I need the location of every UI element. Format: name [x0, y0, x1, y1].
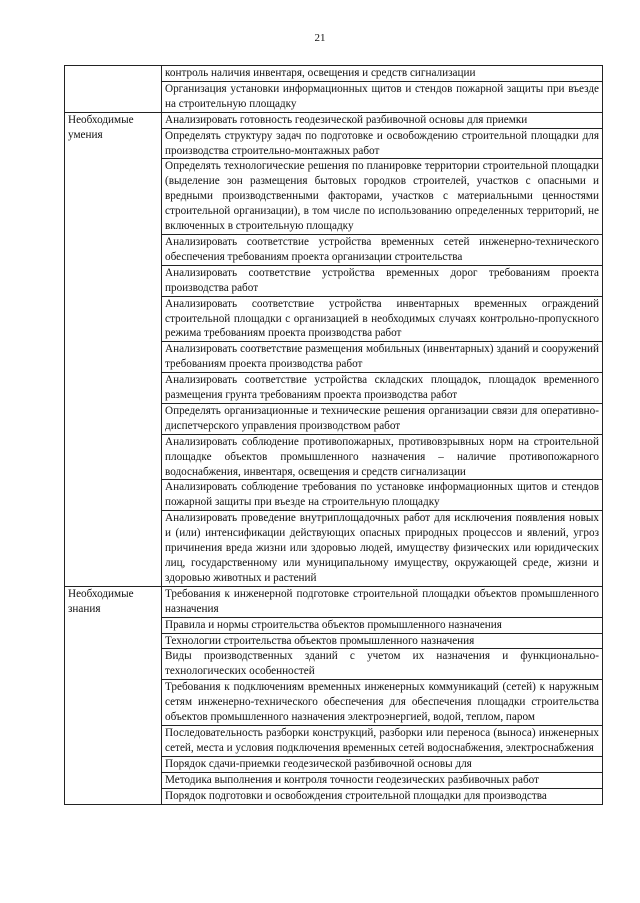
section-item: Анализировать соответствие устройства временных сетей инженерно-технического обеспечения требованиям проекта организации строительства	[162, 234, 603, 265]
section-item: Определять технологические решения по планировке территории строительной площадки (выделение зон размещения бытовых городков строителей, участков с опасными и вредными производственными факторами, участков с материальными ценностями строительной организации), в том числе по использованию определенных территорий, не включенных в строительную площадку	[162, 159, 603, 235]
section-item: Порядок сдачи-приемки геодезической разбивочной основы для	[162, 756, 603, 772]
section-item: Требования к подключениям временных инженерных коммуникаций (сетей) к наружным сетям инженерно-технического обеспечения для обеспечения площадки строительства объектов промышленного назначения электроэнергией, водой, теплом, паром	[162, 680, 603, 726]
section-item: Организация установки информационных щитов и стендов пожарной защиты при въезде на строительную площадку	[162, 81, 603, 112]
competency-table-body	[65, 66, 603, 805]
section-item: Методика выполнения и контроля точности геодезических разбивочных работ	[162, 772, 603, 788]
section-item: Анализировать соответствие устройства инвентарных временных ограждений строительной площадки с организацией в необходимых случаях контрольно-пропускного режима требованиям проекта производства работ	[162, 296, 603, 342]
section-item: Виды производственных зданий с учетом их назначения и функционально-технологических особенностей	[162, 649, 603, 680]
section-item: Определять структуру задач по подготовке и освобождению строительной площадки для производства строительно-монтажных работ	[162, 128, 603, 159]
section-label: Необходимые знания	[65, 586, 162, 804]
section-item: Анализировать соответствие устройства складских площадок, площадок временного размещения грунта требованиям проекта производства работ	[162, 373, 603, 404]
competency-table	[64, 65, 603, 805]
section-item: Анализировать готовность геодезической разбивочной основы для приемки	[162, 112, 603, 128]
section-item: Анализировать соблюдение противопожарных, противовзрывных норм на строительной площадке объектов промышленного назначения – наличие противопожарного водоснабжения, инвентаря, освещения и средств сигнализации	[162, 434, 603, 480]
section-label: Необходимые умения	[65, 112, 162, 586]
page-number: 21	[314, 32, 326, 44]
section-item: Определять организационные и технические решения организации связи для оперативно-диспетчерского управления производством работ	[162, 403, 603, 434]
section-label	[65, 66, 162, 113]
section-item: Анализировать проведение внутриплощадочных работ для исключения появления новых и (или) интенсификации действующих опасных природных процессов и явлений, угроз причинения вреда жизни или здоровью людей, имуществу физических или юридических лиц, государственному или муниципальному имуществу, окружающей среде, жизни и здоровью животных и растений	[162, 511, 603, 587]
table-row	[65, 66, 603, 82]
section-item: Последовательность разборки конструкций, разборки или переноса (выноса) инженерных сетей, места и условия подключения временных сетей водоснабжения, электроснабжения	[162, 725, 603, 756]
section-item: Порядок подготовки и освобождения строительной площадки для производства	[162, 788, 603, 804]
section-item: Технологии строительства объектов промышленного назначения	[162, 633, 603, 649]
section-item: Анализировать соответствие размещения мобильных (инвентарных) зданий и сооружений требованиям проекта производства работ	[162, 342, 603, 373]
section-item: Требования к инженерной подготовке строительной площадки объектов промышленного назначения	[162, 586, 603, 617]
table-row	[65, 586, 603, 617]
section-item: Правила и нормы строительства объектов промышленного назначения	[162, 617, 603, 633]
section-item: Анализировать соответствие устройства временных дорог требованиям проекта производства работ	[162, 265, 603, 296]
section-item: контроль наличия инвентаря, освещения и средств сигнализации	[162, 66, 603, 82]
table-row	[65, 112, 603, 128]
section-item: Анализировать соблюдение требования по установке информационных щитов и стендов пожарной защиты при въезде на строительную площадку	[162, 480, 603, 511]
